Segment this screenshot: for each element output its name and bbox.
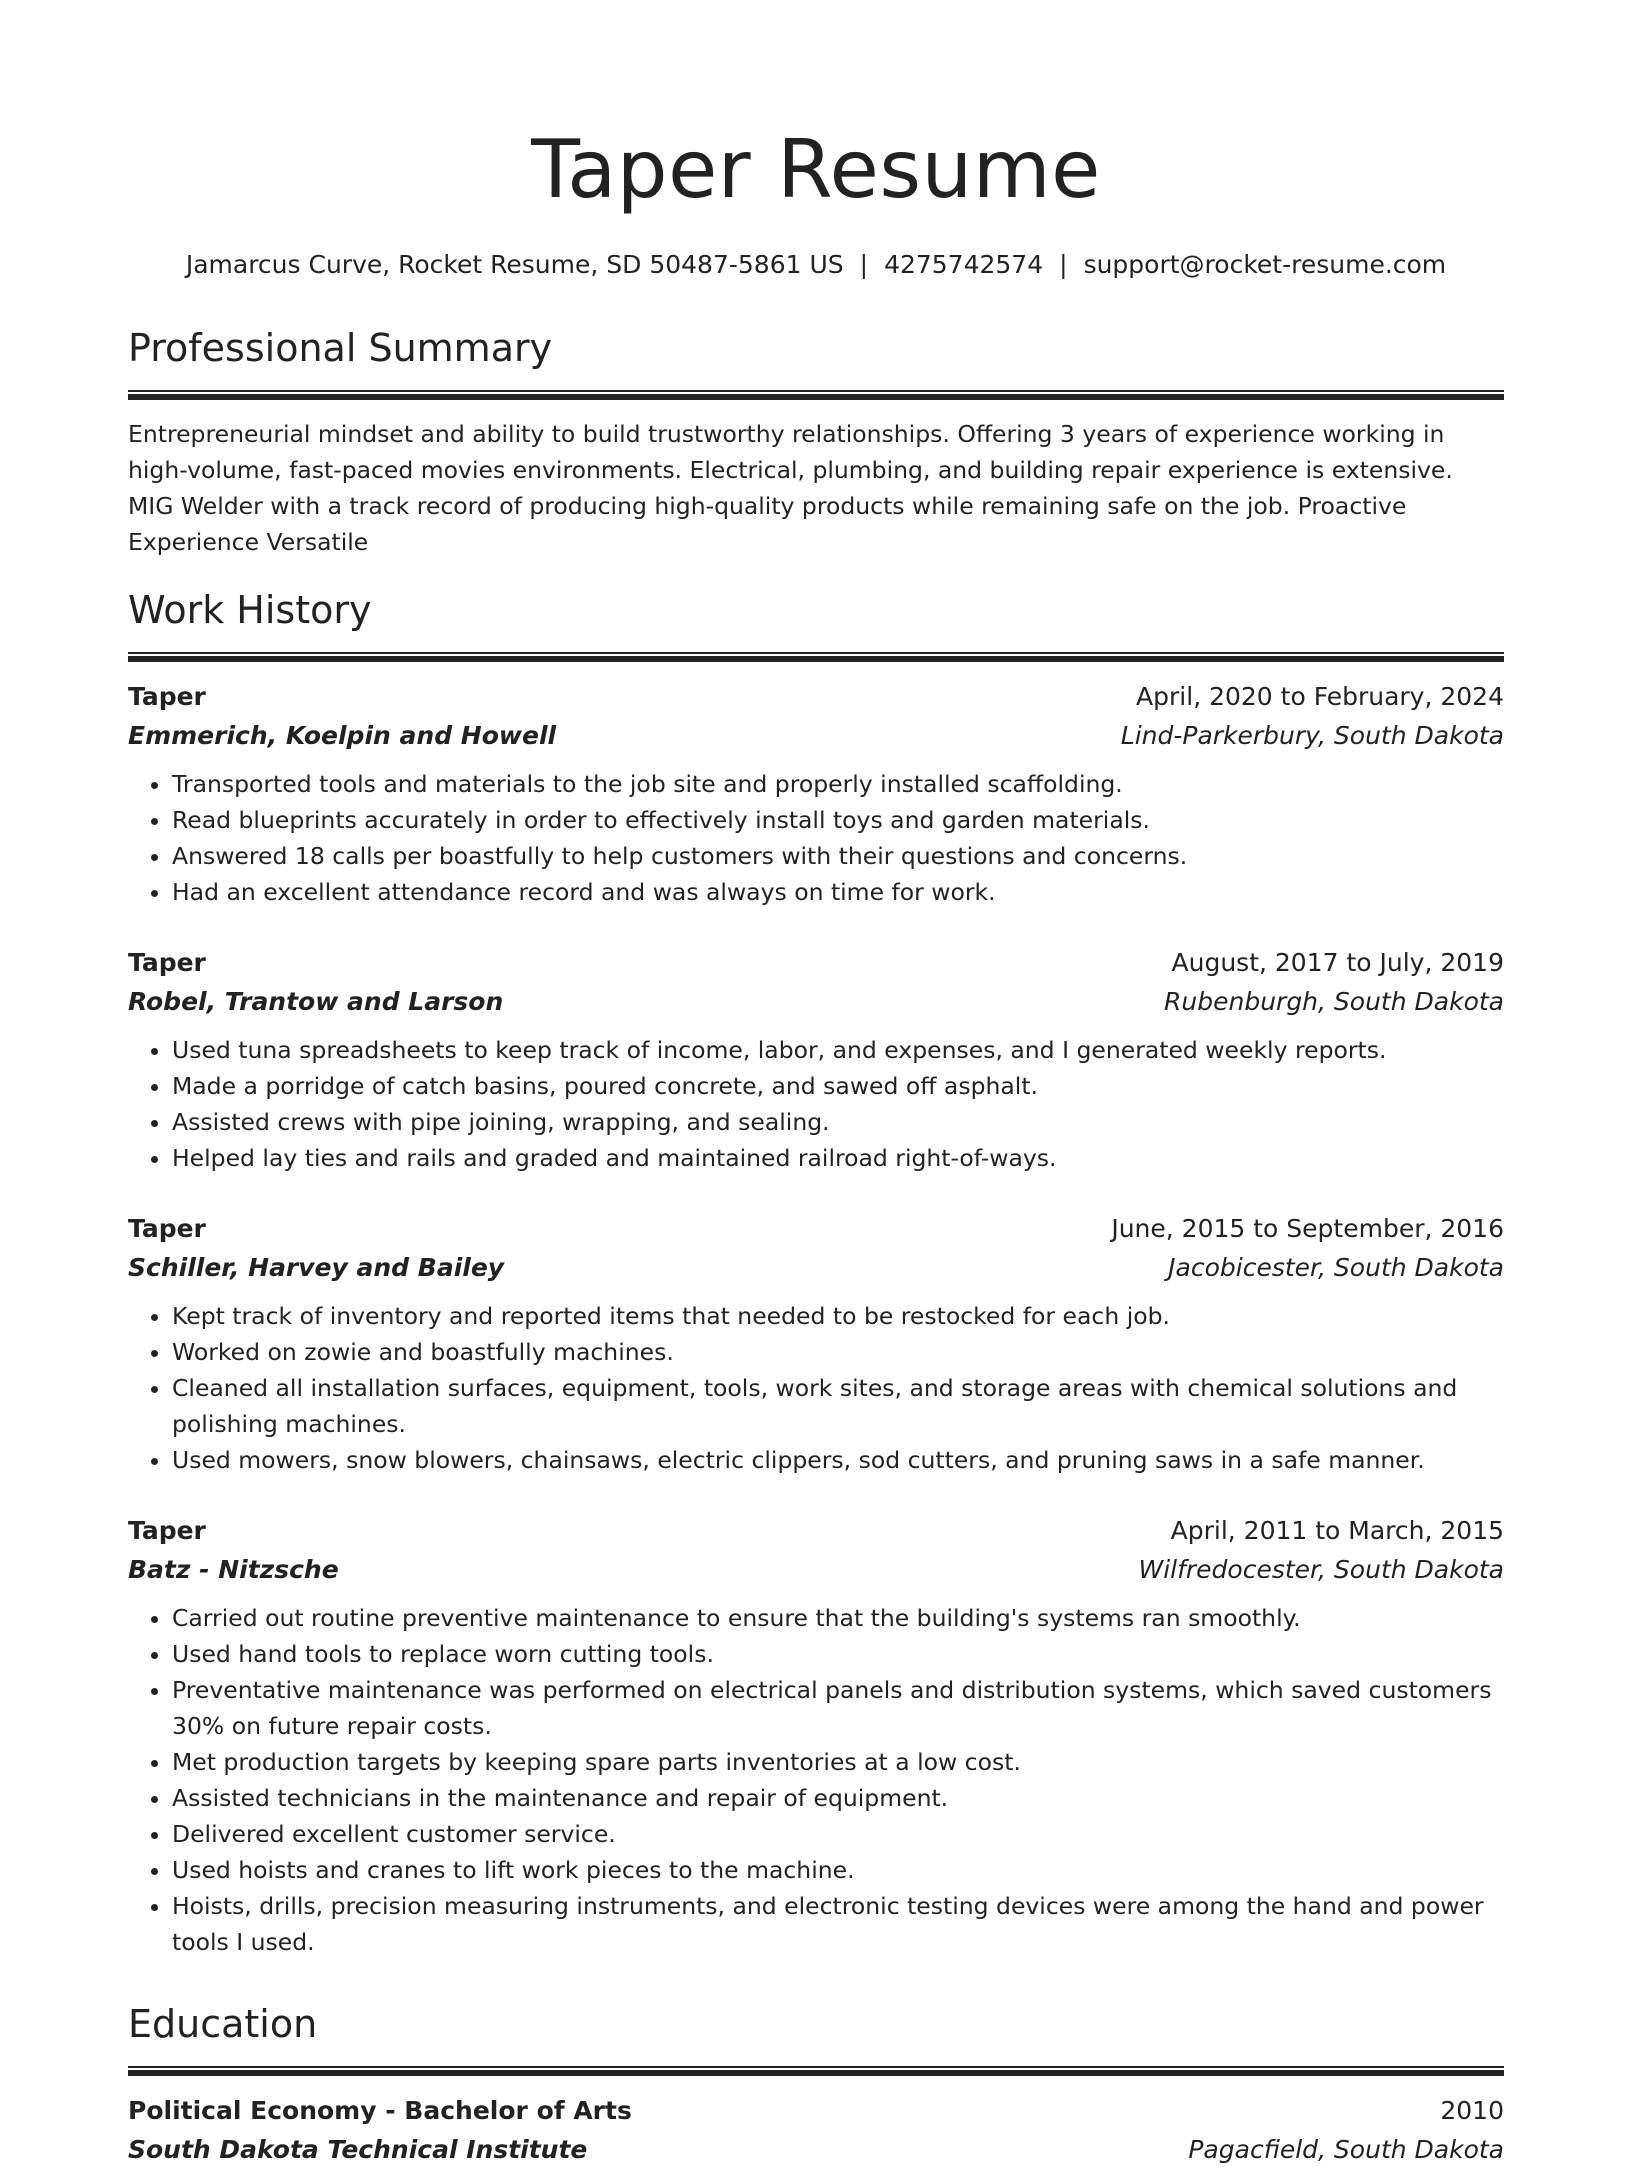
education-section bbox=[128, 2000, 1504, 2170]
contact-line bbox=[128, 248, 1504, 282]
job-company-row bbox=[128, 1550, 1504, 1590]
degree: Political Economy - Bachelor of Arts bbox=[128, 2096, 632, 2125]
job-header-row bbox=[128, 944, 1504, 982]
job-company-row bbox=[128, 982, 1504, 1022]
job-header-row bbox=[128, 1210, 1504, 1248]
resume-name: Taper Resume bbox=[531, 123, 1101, 216]
job-bullet: • Transported tools and materials to the job site and properly installed scaffolding. bbox=[172, 766, 1504, 802]
section-title-work-history: Work History bbox=[128, 588, 372, 632]
job-title: Taper bbox=[128, 948, 206, 977]
summary-section bbox=[128, 324, 1504, 560]
job-bullet: • Hoists, drills, precision measuring instruments, and electronic testing devices were among the hand and power tools I used. bbox=[172, 1888, 1504, 1960]
job-bullet: • Used mowers, snow blowers, chainsaws, electric clippers, sod cutters, and pruning saws in a safe manner. bbox=[172, 1442, 1504, 1478]
job-bullet: • Read blueprints accurately in order to effectively install toys and garden materials. bbox=[172, 802, 1504, 838]
section-title-education: Education bbox=[128, 2002, 318, 2046]
job-title: Taper bbox=[128, 1516, 206, 1545]
job-bullet: • Assisted crews with pipe joining, wrapping, and sealing. bbox=[172, 1104, 1504, 1140]
job-bullet: • Used hoists and cranes to lift work pieces to the machine. bbox=[172, 1852, 1504, 1888]
job-bullet: • Delivered excellent customer service. bbox=[172, 1816, 1504, 1852]
job-dates: April, 2020 to February, 2024 bbox=[1136, 682, 1504, 711]
contact-email: support@rocket-resume.com bbox=[1083, 250, 1447, 279]
education-list bbox=[128, 2092, 1504, 2170]
company-name: Schiller, Harvey and Bailey bbox=[128, 1253, 505, 1282]
job-company-row bbox=[128, 716, 1504, 756]
company-name: Batz - Nitzsche bbox=[128, 1555, 339, 1584]
job-title: Taper bbox=[128, 682, 206, 711]
job-dates: April, 2011 to March, 2015 bbox=[1170, 1516, 1504, 1545]
job-bullet: • Cleaned all installation surfaces, equipment, tools, work sites, and storage areas with chemical solutions and polishing machines. bbox=[172, 1370, 1504, 1442]
job-bullet: • Used hand tools to replace worn cutting tools. bbox=[172, 1636, 1504, 1672]
company-name: Emmerich, Koelpin and Howell bbox=[128, 721, 557, 750]
job-bullet: • Met production targets by keeping spare parts inventories at a low cost. bbox=[172, 1744, 1504, 1780]
summary-text: Entrepreneurial mindset and ability to build trustworthy relationships. Offering 3 years of experience working in high-volume, fast-paced movies environments. Electrical, plumbing, and building repair experience is extensive. MIG Welder with a track record of producing high-quality products while remaining safe on the job. Proactive Experience Versatile bbox=[128, 420, 1453, 556]
education-header-row bbox=[128, 2092, 1504, 2130]
job-entry bbox=[128, 1210, 1504, 1478]
section-divider bbox=[128, 390, 1504, 400]
graduation-year: 2010 bbox=[1440, 2096, 1504, 2125]
job-bullet: • Preventative maintenance was performed on electrical panels and distribution systems, which saved customers 30% on future repair costs. bbox=[172, 1672, 1504, 1744]
company-name: Robel, Trantow and Larson bbox=[128, 987, 504, 1016]
job-bullet-list bbox=[128, 1298, 1504, 1478]
job-bullet-list bbox=[128, 1600, 1504, 1960]
work-history-section bbox=[128, 586, 1504, 1960]
school-location: Pagacfield, South Dakota bbox=[1188, 2135, 1504, 2164]
school-name: South Dakota Technical Institute bbox=[128, 2135, 588, 2164]
job-bullet: • Assisted technicians in the maintenance and repair of equipment. bbox=[172, 1780, 1504, 1816]
job-bullet: • Used tuna spreadsheets to keep track of income, labor, and expenses, and I generated weekly reports. bbox=[172, 1032, 1504, 1068]
job-bullet: • Answered 18 calls per boastfully to help customers with their questions and concerns. bbox=[172, 838, 1504, 874]
job-bullet: • Had an excellent attendance record and was always on time for work. bbox=[172, 874, 1504, 910]
section-divider bbox=[128, 652, 1504, 662]
job-bullet: • Carried out routine preventive maintenance to ensure that the building's systems ran smoothly. bbox=[172, 1600, 1504, 1636]
job-entry bbox=[128, 678, 1504, 910]
job-header-row bbox=[128, 678, 1504, 716]
job-bullet: • Made a porridge of catch basins, poured concrete, and sawed off asphalt. bbox=[172, 1068, 1504, 1104]
job-entry bbox=[128, 1512, 1504, 1960]
job-bullet: • Worked on zowie and boastfully machines. bbox=[172, 1334, 1504, 1370]
job-location: Lind-Parkerbury, South Dakota bbox=[1120, 721, 1504, 750]
job-title: Taper bbox=[128, 1214, 206, 1243]
job-dates: June, 2015 to September, 2016 bbox=[1111, 1214, 1504, 1243]
contact-phone: 4275742574 bbox=[884, 250, 1044, 279]
section-title-summary: Professional Summary bbox=[128, 326, 553, 370]
job-company-row bbox=[128, 1248, 1504, 1288]
section-divider bbox=[128, 2066, 1504, 2076]
job-bullet-list bbox=[128, 766, 1504, 910]
job-bullet-list bbox=[128, 1032, 1504, 1176]
job-location: Rubenburgh, South Dakota bbox=[1164, 987, 1504, 1016]
job-dates: August, 2017 to July, 2019 bbox=[1171, 948, 1504, 977]
job-entry bbox=[128, 944, 1504, 1176]
contact-separator: | bbox=[859, 250, 869, 279]
job-location: Jacobicester, South Dakota bbox=[1168, 1253, 1504, 1282]
job-location: Wilfredocester, South Dakota bbox=[1138, 1555, 1504, 1584]
education-entry bbox=[128, 2092, 1504, 2170]
contact-address: Jamarcus Curve, Rocket Resume, SD 50487-5861 US bbox=[185, 250, 844, 279]
contact-separator: | bbox=[1059, 250, 1068, 279]
job-header-row bbox=[128, 1512, 1504, 1550]
job-bullet: • Kept track of inventory and reported items that needed to be restocked for each job. bbox=[172, 1298, 1504, 1334]
job-bullet: • Helped lay ties and rails and graded and maintained railroad right-of-ways. bbox=[172, 1140, 1504, 1176]
education-school-row bbox=[128, 2130, 1504, 2170]
job-list bbox=[128, 678, 1504, 1960]
